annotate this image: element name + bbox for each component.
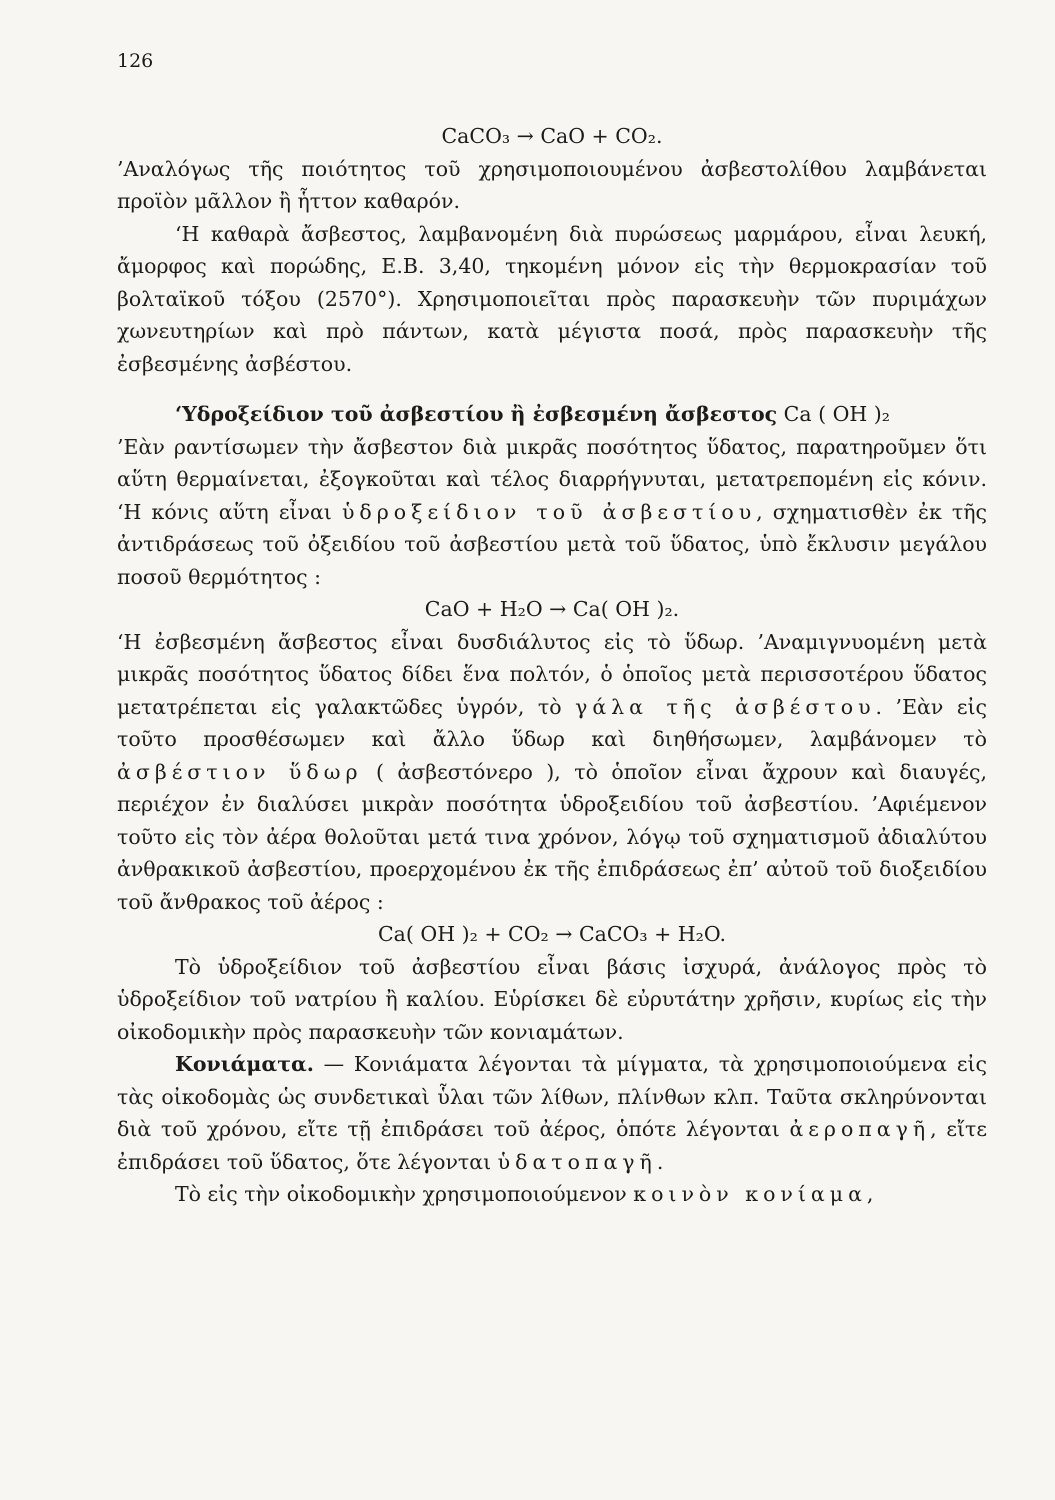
formula-calcination: CaCO₃ → CaO + CO₂. — [441, 124, 663, 148]
page-number: 126 — [117, 50, 154, 72]
paragraph-quality: ’Αναλόγως τῆς ποιότητος τοῦ χρησιμοποιουμένου ἀσβεστολίθου λαμβάνεται προϊὸν μᾶλλον ἢ ἧττον καθαρόν. — [117, 156, 987, 213]
text-run: — Κονιάματα λέγονται τὰ μίγματα, τὰ χρησιμοποιούμενα εἰς τὰς οἰκοδομὰς ὡς συνδετικαὶ ὗλαι τῶν λίθων, πλίνθων κλπ. Ταῦτα σκληρύνονται διὰ τοῦ χρόνου, εἴτε τῇ ἐπιδράσει τοῦ ἀέρος, ὁπότε λέγονται — [117, 1052, 987, 1141]
term-hydroxide: ὑδροξείδιον τοῦ ἀσβεστίου — [341, 499, 757, 524]
section-heading-mortars: Κονιάματα. — [175, 1052, 314, 1076]
text-run: , εἴτε ἐπιδράσει τοῦ ὕδατος, ὅτε λέγονται — [117, 1117, 987, 1174]
text-run: ‘Η ἐσβεσμένη ἄσβεστος εἶναι δυσδιάλυτος εἰς τὸ ὕδωρ. ’Αναμιγνυομένη μετὰ μικρᾶς ποσότητος ὕδατος δίδει ἕνα πολτόν, ὁ ὁποῖος μετὰ περισσοτέρου ὕδατος μετατρέπεται εἰς γαλακτῶδες ὑγρόν, τὸ — [117, 629, 987, 719]
text-run: . — [656, 1149, 664, 1174]
section-slaked-lime — [117, 398, 987, 431]
text-run: ( ἀσβεστόνερο ), τὸ ὁποῖον εἶναι ἄχρουν καὶ διαυγές, περιέχον ἐν διαλύσει μικρὰν ποσότητα ὑδροξειδίου τοῦ ἀσβεστίου. ’Αφιέμενον τοῦτο εἰς τὸν ἀέρα θολοῦται μετά τινα χρόνον, λόγῳ τοῦ σχηματισμοῦ ἀδιαλύτου ἀνθρακικοῦ ἀσβεστίου, προερχομένου ἐκ τῆς ἐπιδράσεως ἐπ’ αὐτοῦ τοῦ διοξειδίου τοῦ ἄνθρακος τοῦ ἀέρος : — [117, 759, 988, 914]
term-common-mortar: κοινὸν κονίαμα — [633, 1182, 867, 1206]
page-body — [117, 120, 987, 1211]
heading-formula: Ca ( OH )₂ — [783, 402, 891, 426]
formula-carbonation: Ca( OH )₂ + CO₂ → CaCO₃ + H₂O. — [377, 922, 726, 946]
text-run: ’Εὰν ραντίσωμεν τὴν ἄσβεστον διὰ μικρᾶς ποσότητος ὕδατος, παρατηροῦμεν ὅτι αὕτη θερμαίνεται, ἐξογκοῦται καὶ τέλος διαρρήγνυται, μετατρεπομένη εἰς κόνιν. ‘Η κόνις αὕτη εἶναι — [117, 434, 987, 524]
term-air-setting: ἀεροπαγῆ — [789, 1117, 931, 1141]
paragraph-lime-water — [117, 626, 987, 919]
section-mortars — [117, 1048, 987, 1178]
paragraph-strong-base: Τὸ ὑδροξείδιον τοῦ ἀσβεστίου εἶναι βάσις ἰσχυρά, ἀνάλογος πρὸς τὸ ὑδροξείδιον τοῦ νατρίου ἢ καλίου. Εὑρίσκει δὲ εὐρυτάτην χρῆσιν, κυρίως εἰς τὴν οἰκοδομικὴν πρὸς παρασκευὴν τῶν κονιαμάτων. — [117, 954, 987, 1044]
text-run: . ’Εὰν εἰς τοῦτο προσθέσωμεν καὶ ἄλλο ὕδωρ καὶ διηθήσωμεν, λαμβάνομεν τὸ — [117, 694, 987, 751]
text-run: , σχηματισθὲν ἐκ τῆς ἀντιδράσεως τοῦ ὀξειδίου τοῦ ἀσβεστίου μετὰ τοῦ ὕδατος, ὑπὸ ἔκλυσιν μεγάλου ποσοῦ θερμότητος : — [117, 499, 988, 589]
text-run: Τὸ εἰς τὴν οἰκοδομικὴν χρησιμοποιούμενον — [175, 1182, 634, 1206]
paragraph-common-mortar — [117, 1178, 987, 1211]
term-water-setting: ὑδατοπαγῆ — [497, 1149, 657, 1174]
term-milk-of-lime: γάλα τῆς ἀσβέστου — [575, 694, 876, 719]
term-lime-water: ἀσβέστιον ὕδωρ — [117, 759, 363, 784]
paragraph-slaking — [117, 431, 987, 594]
paragraph-pure-lime: ‘Η καθαρὰ ἄσβεστος, λαμβανομένη διὰ πυρώσεως μαρμάρου, εἶναι λευκή, ἄμορφος καὶ πορώδης, Ε.Β. 3,40, τηκομένη μόνον εἰς τὴν θερμοκρασίαν τοῦ βολταϊκοῦ τόξου (2570°). Χρησιμοποιεῖται πρὸς παρασκευὴν τῶν πυριμάχων χωνευτηρίων καὶ πρὸ πάντων, κατὰ μέγιστα ποσά, πρὸς παρασκευὴν τῆς ἐσβεσμένης ἀσβέστου. — [117, 221, 987, 376]
section-heading-slaked-lime: ‘Υδροξείδιον τοῦ ἀσβεστίου ἢ ἐσβεσμένη ἄσβεστος — [175, 402, 778, 426]
formula-slaking: CaO + H₂O → Ca( OH )₂. — [424, 597, 680, 621]
text-run: , — [866, 1182, 874, 1206]
